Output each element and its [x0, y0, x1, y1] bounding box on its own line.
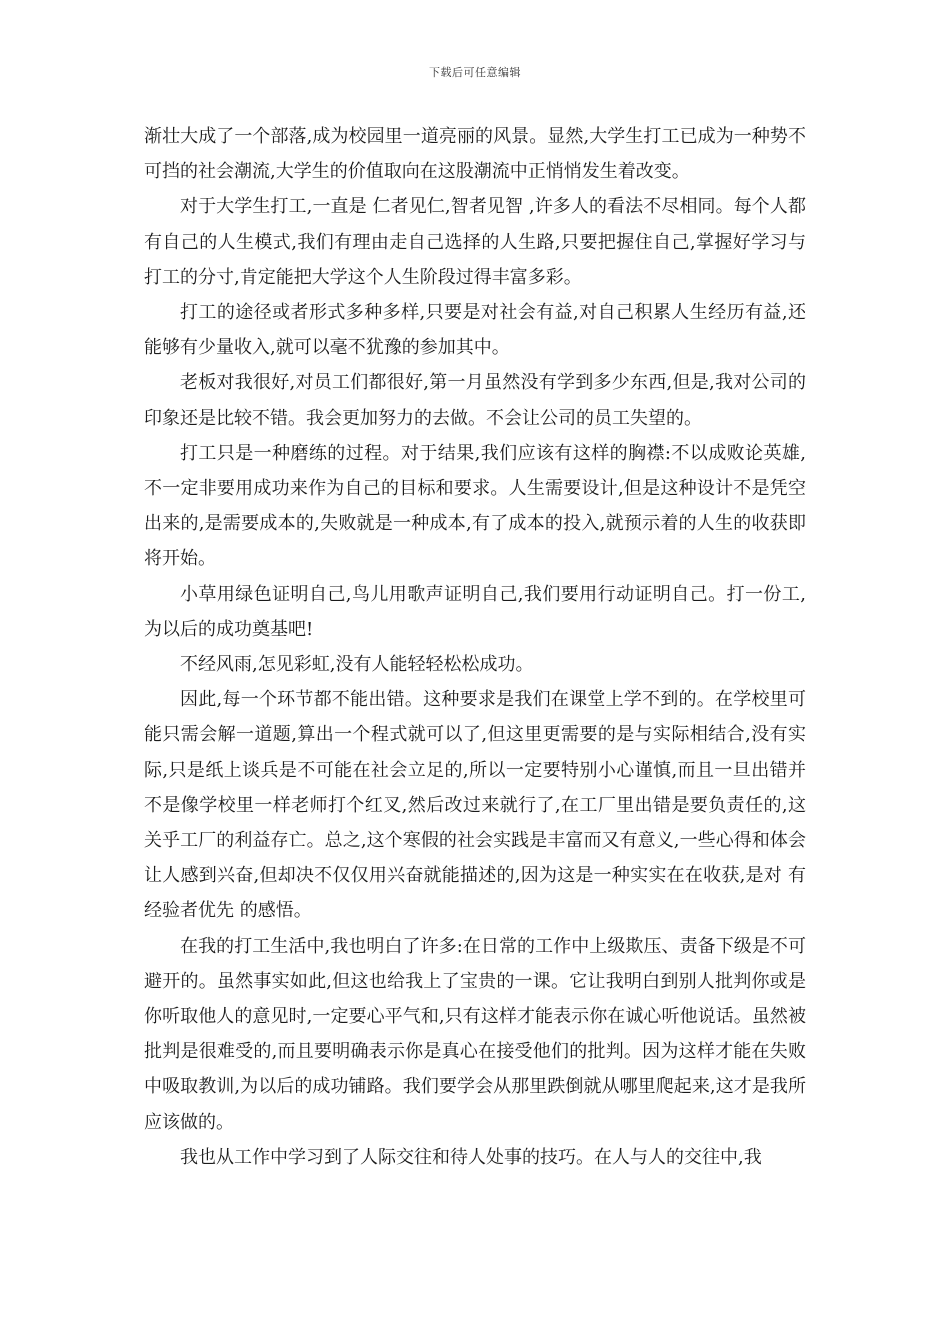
- paragraph: 在我的打工生活中,我也明白了许多:在日常的工作中上级欺压、责备下级是不可避开的。虽然事实如此,但这也给我上了宝贵的一课。它让我明白到别人批判你或是你听取他人的意见时,一定要心平气和,只有这样才能表示你在诚心听他说话。虽然被批判是很难受的,而且要明确表示你是真心在接受他们的批判。因为这样才能在失败中吸取教训,为以后的成功铺路。我们要学会从那里跌倒就从哪里爬起来,这才是我所应该做的。: [144, 935, 806, 1133]
- paragraph: 因此,每一个环节都不能出错。这种要求是我们在课堂上学不到的。在学校里可能只需会解一道题,算出一个程式就可以了,但这里更需要的是与实际相结合,没有实际,只是纸上谈兵是不可能在社会立足的,所以一定要特别小心谨慎,而且一旦出错并不是像学校里一样老师打个红叉,然后改过来就行了,在工厂里出错是要负责任的,这关乎工厂的利益存亡。总之,这个寒假的社会实践是丰富而又有意义,一些心得和体会让人感到兴奋,但却决不仅仅用兴奋就能描述的,因为这是一种实实在在收获,是对 有经验者优先 的感悟。: [144, 689, 806, 922]
- paragraph: 打工的途径或者形式多种多样,只要是对社会有益,对自己积累人生经历有益,还能够有少量收入,就可以毫不犹豫的参加其中。: [144, 302, 806, 359]
- paragraph: 对于大学生打工,一直是 仁者见仁,智者见智 ,许多人的看法不尽相同。每个人都有自己的人生模式,我们有理由走自己选择的人生路,只要把握住自己,掌握好学习与打工的分寸,肯定能把大学这个人生阶段过得丰富多彩。: [144, 196, 806, 288]
- paragraph: 不经风雨,怎见彩虹,没有人能轻轻松松成功。: [180, 654, 534, 676]
- paragraph: 老板对我很好,对员工们都很好,第一月虽然没有学到多少东西,但是,我对公司的印象还是比较不错。我会更加努力的去做。不会让公司的员工失望的。: [144, 372, 806, 429]
- paragraph: 打工只是一种磨练的过程。对于结果,我们应该有这样的胸襟:不以成败论英雄,不一定非要用成功来作为自己的目标和要求。人生需要设计,但是这种设计不是凭空出来的,是需要成本的,失败就是一种成本,有了成本的投入,就预示着的人生的收获即将开始。: [144, 442, 806, 570]
- paragraph: 我也从工作中学习到了人际交往和待人处事的技巧。在人与人的交往中,我: [180, 1146, 762, 1168]
- page-header: 下载后可任意编辑: [429, 66, 521, 79]
- paragraph: 小草用绿色证明自己,鸟儿用歌声证明自己,我们要用行动证明自己。打一份工,为以后的成功奠基吧!: [144, 583, 806, 640]
- document-body: [144, 119, 806, 1175]
- paragraph: 渐壮大成了一个部落,成为校园里一道亮丽的风景。显然,大学生打工已成为一种势不可挡的社会潮流,大学生的价值取向在这股潮流中正悄悄发生着改变。: [144, 126, 806, 183]
